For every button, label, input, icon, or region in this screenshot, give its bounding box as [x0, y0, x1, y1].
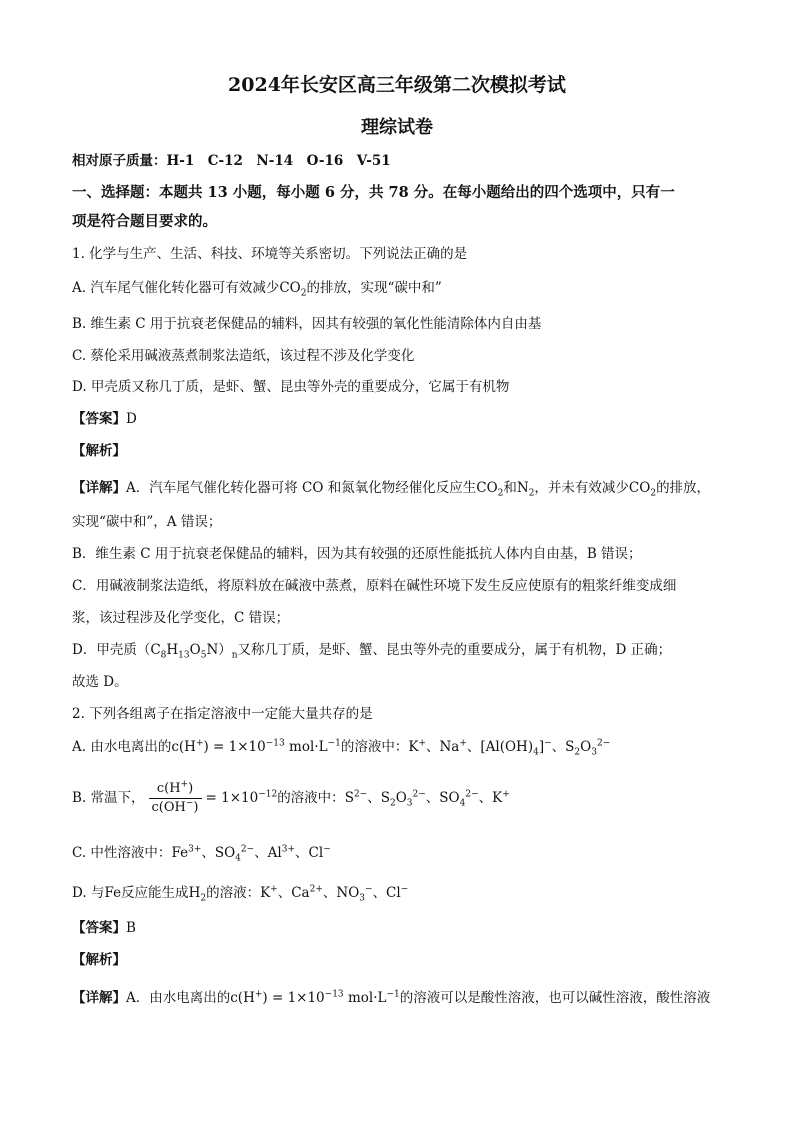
- atomic-mass-line: 相对原子质量：H-1 C-12 N-14 O-16 V-51: [72, 153, 391, 169]
- exam-subtitle: 理综试卷: [361, 117, 433, 138]
- q2-answer: 【答案】B: [72, 920, 136, 936]
- q2-option-d: D. 与Fe反应能生成$H_2$的溶液：K+、$Ca^{2+}$、$NO_3^-$、Cl−: [72, 884, 409, 904]
- ratio-fraction: $\frac{c(H^+)}{c(OH^-)}$: [149, 780, 202, 817]
- q2-option-a: A. 由水电离出的$c(H^+) = 1\times 10^{-13}$ $mol\cdot L^{-1}$的溶液中：K+、Na+、$[Al(OH)_4]^-$、$S_2O_3^{2-}$: [72, 738, 611, 758]
- q1-option-a: A. 汽车尾气催化转化器可有效减少$CO_2$的排放，实现“碳中和”: [72, 280, 442, 299]
- q2-analysis-tag: 【解析】: [72, 952, 126, 968]
- q1-detail-b: B．维生素 C 用于抗衰老保健品的辅料，因为其有较强的还原性能抵抗人体内自由基，B 错误；: [72, 546, 642, 562]
- exam-title: 2024年长安区高三年级第二次模拟考试: [228, 74, 566, 96]
- q1-detail-c-line1: C．用碱液制浆法造纸，将原料放在碱液中蒸煮，原料在碱性环境下发生反应使原有的粗浆纤维变成细: [72, 578, 677, 594]
- q1-detail-d: D．甲壳质$(C_8H_{13}O_5N)_n$又称几丁质，是虾、蟹、昆虫等外壳的重要成分，属于有机物，D 正确；: [72, 642, 672, 661]
- q2-detail-a: 【详解】A．由水电离出的$c(H^+) = 1\times 10^{-13}$ $mol\cdot L^{-1}$的溶液可以是酸性溶液，也可以碱性溶液，酸性溶液: [72, 989, 711, 1006]
- section1-heading-line2: 项是符合题目要求的。: [72, 213, 217, 230]
- q1-detail-a-line1: 【详解】A．汽车尾气催化转化器可将 CO 和氮氧化物经催化反应生$CO_2$和$N_2$，并未有效减少$CO_2$的排放，: [72, 480, 711, 499]
- q2-option-c: C. 中性溶液中：$Fe^{3+}$、$SO_4^{2-}$、$Al^{3+}$、Cl−: [72, 844, 331, 864]
- q1-option-d: D. 甲壳质又称几丁质，是虾、蟹、昆虫等外壳的重要成分，它属于有机物: [72, 379, 510, 395]
- q1-analysis-tag: 【解析】: [72, 443, 126, 459]
- q1-option-c: C. 蔡伦采用碱液蒸煮制浆法造纸，该过程不涉及化学变化: [72, 348, 415, 364]
- q2-option-b: B. 常温下， $\frac{c(H^+)}{c(OH^-)}$ = $1\times 10^{-12}$的溶液中：$S^{2-}$、$S_2O_3^{2-}$、$SO_4^{2-}$、K+: [72, 779, 510, 815]
- section1-heading-line1: 一、选择题：本题共 13 小题，每小题 6 分，共 78 分。在每小题给出的四个选项中，只有一: [72, 184, 675, 201]
- q1-stem: 1. 化学与生产、生活、科技、环境等关系密切。下列说法正确的是: [72, 246, 468, 262]
- q1-conclusion: 故选 D。: [72, 674, 128, 690]
- q1-detail-a-line2: 实现“碳中和”，A 错误；: [72, 514, 222, 530]
- q1-detail-c-line2: 浆，该过程涉及化学变化，C 错误；: [72, 610, 290, 626]
- q1-answer: 【答案】D: [72, 411, 137, 427]
- q2-stem: 2. 下列各组离子在指定溶液中一定能大量共存的是: [72, 706, 373, 722]
- q1-option-b: B. 维生素 C 用于抗衰老保健品的辅料，因其有较强的氧化性能清除体内自由基: [72, 316, 542, 332]
